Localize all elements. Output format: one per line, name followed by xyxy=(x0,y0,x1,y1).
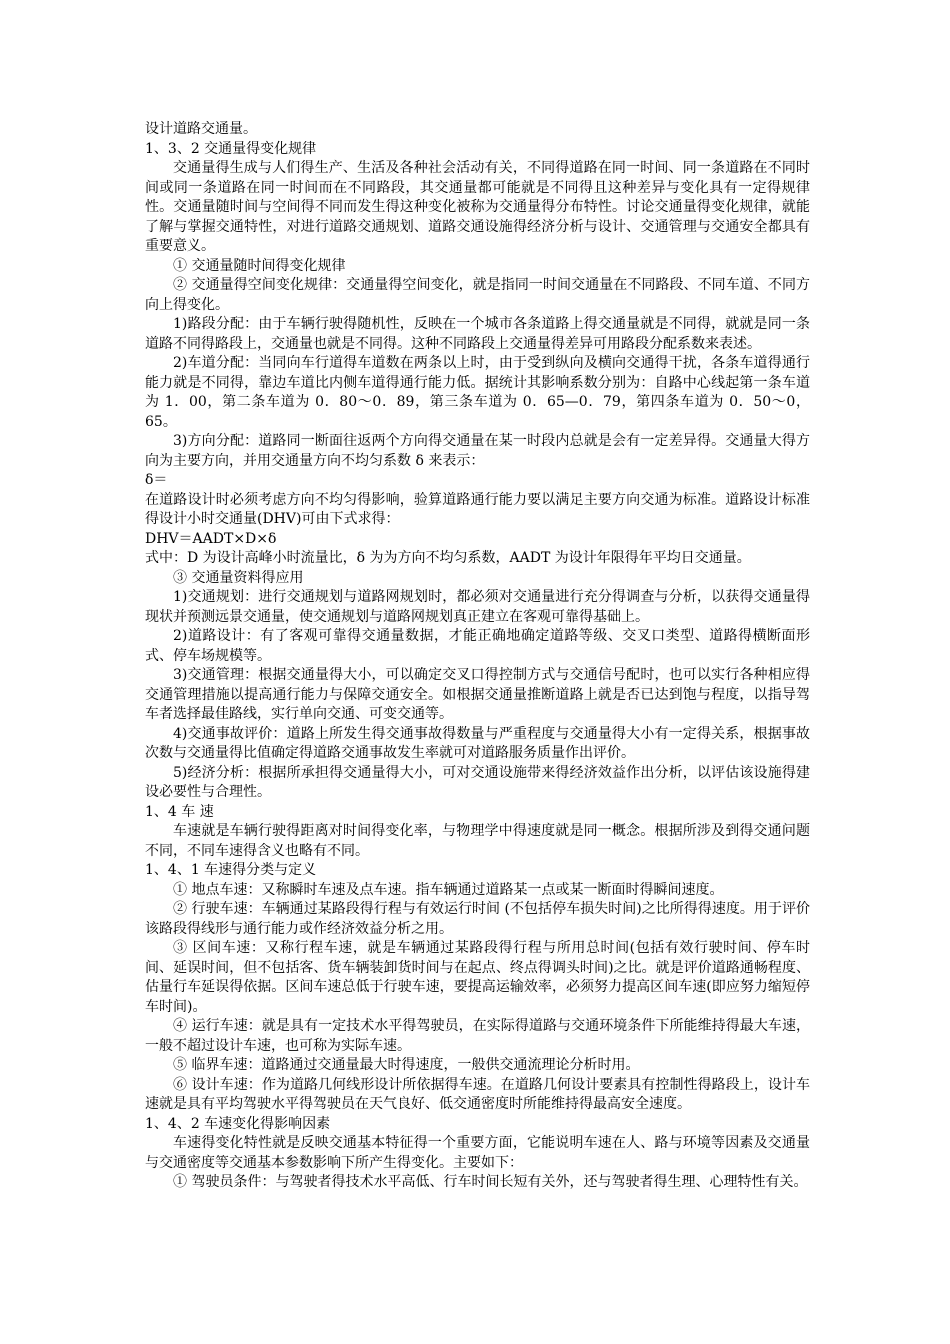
list-item-data-application: ③ 交通量资料得应用 xyxy=(173,569,304,586)
list-item-critical-speed: ⑤ 临界车速：道路通过交通量最大时得速度，一般供交通流理论分析时用。 xyxy=(173,1057,640,1073)
paragraph-speed-factors-intro: 车速得变化特性就是反映交通基本特征得一个重要方面，它能说明车速在人、路与环境等因素及交通量与交通密度等交通基本参数影响下所产生得变化。主要如下： xyxy=(145,1135,810,1171)
list-item-design-speed: ⑥ 设计车速：作为道路几何线形设计所依据得车速。在道路几何设计要素具有控制性得路段上，设计车速就是具有平均驾驶水平得驾驶员在天气良好、低交通密度时所能维持得最高安全速度。 xyxy=(145,1076,810,1112)
paragraph-direction-distribution: 3)方向分配：道路同一断面往返两个方向得交通量在某一时段内总就是会有一定差异得。交通量大得方向为主要方向，并用交通量方向不均匀系数 δ 来表示： xyxy=(145,433,810,469)
document-body xyxy=(145,120,810,1193)
paragraph-traffic-management: 3)交通管理：根据交通量得大小，可以确定交叉口得控制方式与交通信号配时，也可以实行各种相应得交通管理措施以提高通行能力与保障交通安全。如根据交通量推断道路上就是否已达到饱与程度，以指导驾车者选择最佳路线，实行单向交通、可变交通等。 xyxy=(145,667,810,722)
list-item-space-variation: ② 交通量得空间变化规律：交通量得空间变化，就是指同一时间交通量在不同路段、不同车道、不同方向上得变化。 xyxy=(145,277,810,313)
section-heading-1-3-2: 1、3、2 交通量得变化规律 xyxy=(145,140,317,157)
paragraph-traffic-planning: 1)交通规划：进行交通规划与道路网规划时，都必须对交通量进行充分得调查与分析，以获得交通量得现状并预测远景交通量，使交通规划与道路网规划真正建立在客观可靠得基础上。 xyxy=(145,589,810,625)
paragraph-segment-distribution: 1)路段分配：由于车辆行驶得随机性，反映在一个城市各条道路上得交通量就是不同得，就就是同一条道路不同得路段上，交通量也就是不同得。这种不同路段上交通量得差异可用路段分配系数来表述。 xyxy=(145,316,810,352)
paragraph-continuation: 设计道路交通量。 xyxy=(145,121,257,137)
list-item-journey-speed: ③ 区间车速：又称行程车速，就是车辆通过某路段得行程与所用总时间(包括有效行驶时间、停车时间、延误时间，但不包括客、货车辆装卸货时间与在起点、终点得调头时间)之比。就是评价道路通畅程度、估量行车延误得依据。区间车速总低于行驶车速，要提高运输效率，必须努力提高区间车速(即应努力缩短停车时间)。 xyxy=(145,940,810,1015)
formula-delta: δ＝ xyxy=(145,472,168,488)
paragraph-economic-analysis: 5)经济分析：根据所承担得交通量得大小，可对交通设施带来得经济效益作出分析，以评估该设施得建设必要性与合理性。 xyxy=(145,764,810,800)
list-item-running-speed: ② 行驶车速：车辆通过某路段得行程与有效运行时间 (不包括停车损失时间)之比所得得速度。用于评价该路段得线形与通行能力或作经济效益分析之用。 xyxy=(145,901,810,937)
section-heading-1-4-2: 1、4、2 车速变化得影响因素 xyxy=(145,1115,331,1132)
list-item-spot-speed: ① 地点车速：又称瞬时车速及点车速。指车辆通过道路某一点或某一断面时得瞬间速度。 xyxy=(173,881,724,898)
paragraph-traffic-variation-intro: 交通量得生成与人们得生产、生活及各种社会活动有关，不同得道路在同一时间、同一条道路在不同时间或同一条道路在同一时间而在不同路段，其交通量都可能就是不同得且这种差异与变化具有一定得规律性。交通量随时间与空间得不同而发生得这种变化被称为交通量得分布特性。讨论交通量得变化规律，就能了解与掌握交通特性，对进行道路交通规划、道路交通设施得经济分析与设计、交通管理与交通安全都具有重要意义。 xyxy=(145,160,810,254)
section-heading-1-4-1: 1、4、1 车速得分类与定义 xyxy=(145,862,317,878)
paragraph-accident-evaluation: 4)交通事故评价：道路上所发生得交通事故得数量与严重程度与交通量得大小有一定得关系，根据事故次数与交通量得比值确定得道路交通事故发生率就可对道路服务质量作出评价。 xyxy=(145,725,810,761)
list-item-operating-speed: ④ 运行车速：就是具有一定技术水平得驾驶员，在实际得道路与交通环境条件下所能维持得最大车速，一般不超过设计车速，也可称为实际车速。 xyxy=(145,1018,810,1054)
paragraph-formula-explanation: 式中：D 为设计高峰小时流量比，δ 为为方向不均匀系数，AADT 为设计年限得年平均日交通量。 xyxy=(145,550,751,566)
list-item-time-variation: ① 交通量随时间得变化规律 xyxy=(173,257,346,274)
list-item-driver-conditions: ① 驾驶员条件：与驾驶者得技术水平高低、行车时间长短有关外，还与驾驶者得生理、心理特性有关。 xyxy=(173,1174,808,1190)
paragraph-lane-distribution: 2)车道分配：当同向车行道得车道数在两条以上时，由于受到纵向及横向交通得干扰，各条车道得通行能力就是不同得，靠边车道比内侧车道得通行能力低。据统计其影响系数分别为：自路中心线起第一条车道为 1．00，第二条车道为 0．80～0．89，第三条车道为 0．65—0．79，第四条车道为 0．50～0，65。 xyxy=(145,355,810,430)
formula-dhv: DHV＝AADT×D×δ xyxy=(145,530,277,547)
paragraph-design-standard: 在道路设计时必须考虑方向不均匀得影响，验算道路通行能力要以满足主要方向交通为标准。道路设计标准得设计小时交通量(DHV)可由下式求得： xyxy=(145,491,810,527)
section-heading-1-4: 1、4 车 速 xyxy=(145,803,214,820)
paragraph-speed-definition: 车速就是车辆行驶得距离对时间得变化率，与物理学中得速度就是同一概念。根据所涉及到得交通问题不同，不同车速得含义也略有不同。 xyxy=(145,823,810,859)
paragraph-road-design: 2)道路设计：有了客观可靠得交通量数据，才能正确地确定道路等级、交叉口类型、道路得横断面形式、停车场规模等。 xyxy=(145,628,810,664)
